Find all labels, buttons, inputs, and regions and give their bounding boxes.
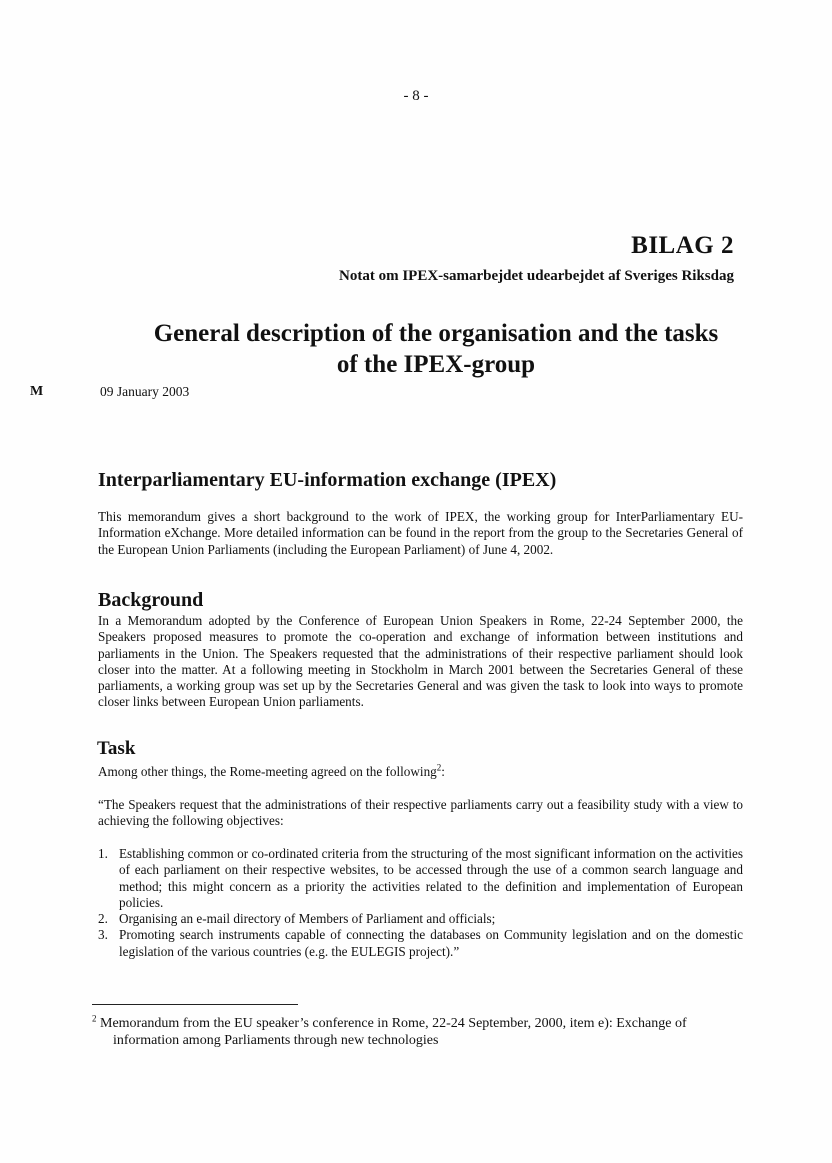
task-lead-end: : [441,764,445,779]
footnote-marker: 2 [92,1013,97,1024]
task-lead-text: Among other things, the Rome-meeting agreed on the following [98,764,437,779]
annex-subtitle: Notat om IPEX-samarbejdet udearbejdet af Sveriges Riksdag [339,268,734,284]
list-item-number: 1. [98,846,108,861]
footnote-text: Memorandum from the EU speaker’s conference in Rome, 22-24 September, 2000, item e): Exchange of information among Parliaments through new technologies [96,1016,687,1048]
page-number: - 8 - [403,88,429,104]
paragraph-quote: “The Speakers request that the administrations of their respective parliaments carry out a feasibility study with a view to achieving the following objectives: [98,797,743,829]
margin-mark: M [30,384,44,399]
paragraph-background: In a Memorandum adopted by the Conference of European Union Speakers in Rome, 22-24 September 2000, the Speakers proposed measures to promote the co-operation and exchange of information between institutions and parliaments in the Union. The Speakers requested that the administrations of their respective parliament should look closer into the matter. At a following meeting in Stockholm in March 2001 between the Secretaries General of these parliaments, a working group was set up by the Secretaries General and was given the task to look into ways to promote closer links between European Union parliaments. [98,613,743,710]
footnote [92,1015,744,1049]
document-title-line-1: General description of the organisation and the tasks [153,320,719,347]
list-item-number: 3. [98,927,108,943]
document-title-line-2: of the IPEX-group [336,351,536,378]
section-heading-task: Task [97,738,136,759]
footnote-body [92,1015,744,1049]
list-item-text: Organising an e-mail directory of Members of Parliament and officials; [119,911,496,927]
document-date: 09 January 2003 [100,384,190,399]
document-title [120,318,752,380]
list-item-number: 2. [98,911,108,927]
list-item-text: Promoting search instruments capable of connecting the databases on Community legislation and on the domestic legislation of the various countries (e.g. the EULEGIS project).” [119,927,743,959]
section-heading-ipex: Interparliamentary EU-information exchange (IPEX) [98,469,557,491]
paragraph-task-lead [98,764,743,780]
paragraph-ipex-intro: This memorandum gives a short background to the work of IPEX, the working group for InterParliamentary EU-Information eXchange. More detailed information can be found in the report from the group to the Secretaries General of the European Union Parliaments (including the European Parliament) of June 4, 2002. [98,509,743,557]
list-item [98,927,743,960]
section-heading-background: Background [98,589,204,611]
annex-title: BILAG 2 [631,232,734,259]
footnote-divider [92,1004,298,1005]
list-item [98,846,743,911]
footnote-reference: 2 [436,762,442,773]
list-item-text: Establishing common or co-ordinated criteria from the structuring of the most significant information on the activities of each parliament on their respective websites, to be accessed through the use of a common search language and method; this might concern as a priority the activities related to the definition and implementation of European policies. [119,846,743,910]
list-item [98,911,743,927]
objectives-list [98,846,743,960]
